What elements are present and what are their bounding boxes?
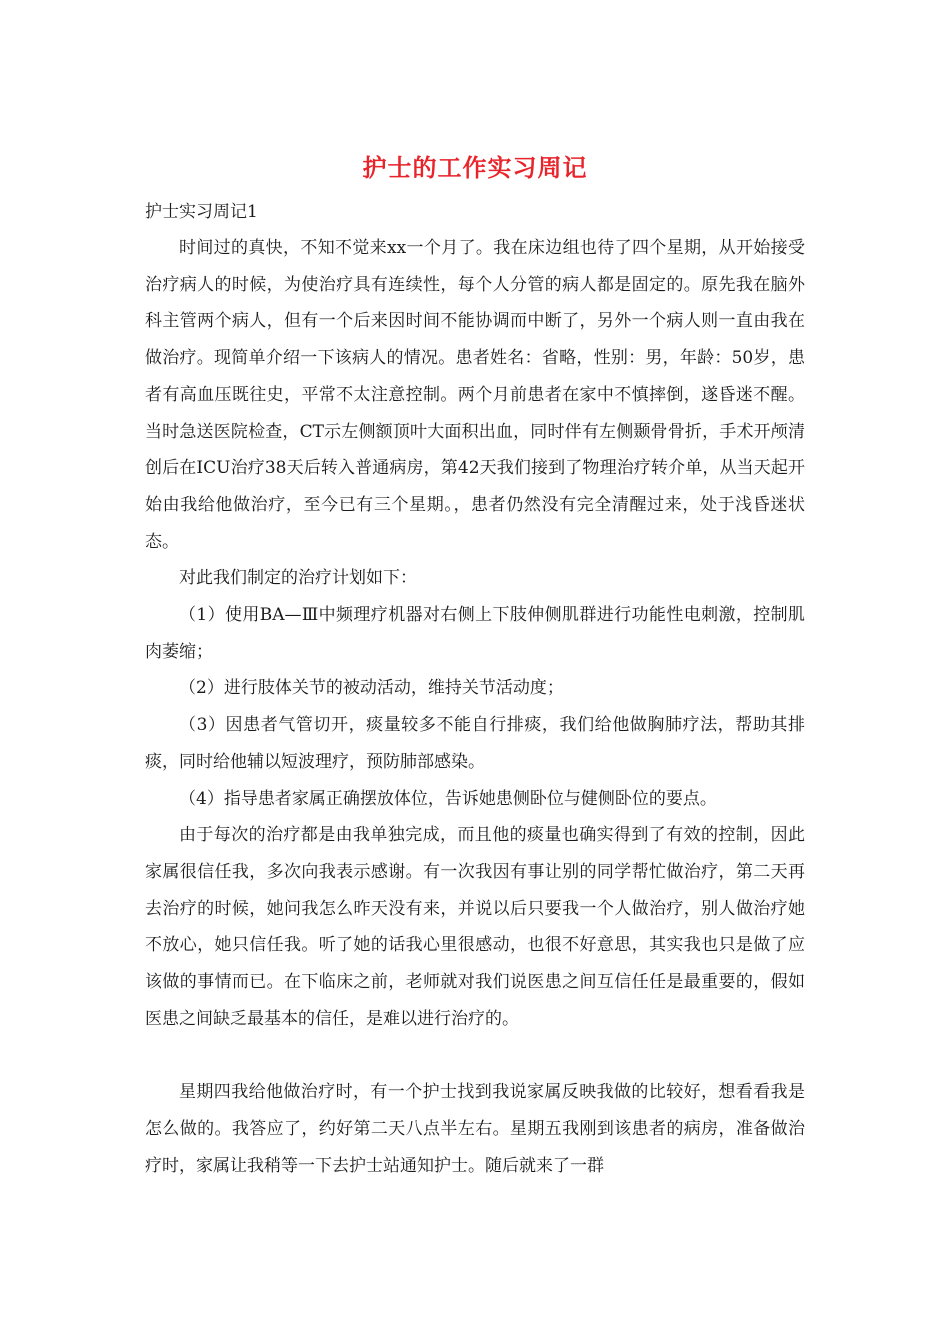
paragraph-plan-item-3: （3）因患者气管切开，痰量较多不能自行排痰，我们给他做胸肺疗法，帮助其排痰，同时给他辅以短波理疗，预防肺部感染。 <box>145 715 805 772</box>
paragraph-thursday: 星期四我给他做治疗时，有一个护士找到我说家属反映我做的比较好，想看看我是怎么做的。我答应了，约好第二天八点半左右。星期五我刚到该患者的病房，准备做治疗时，家属让我稍等一下去护士站通知护士。随后就来了一群 <box>145 1082 805 1176</box>
document-subtitle: 护士实习周记1 <box>145 202 258 222</box>
paragraph-plan-heading: 对此我们制定的治疗计划如下： <box>179 568 417 589</box>
paragraph-intro: 时间过的真快，不知不觉来xx一个月了。我在床边组也待了四个星期，从开始接受治疗病人的时候，为使治疗具有连续性，每个人分管的病人都是固定的。原先我在脑外科主管两个病人，但有一个后来因时间不能协调而中断了，另外一个病人则一直由我在做治疗。现简单介绍一下该病人的情况。患者姓名：省略，性别：男，年龄：50岁，患者有高血压既往史，平常不太注意控制。两个月前患者在家中不慎摔倒，遂昏迷不醒。当时急送医院检查，CT示左侧额顶叶大面积出血，同时伴有左侧颞骨骨折，手术开颅清创后在ICU治疗38天后转入普通病房，第42天我们接到了物理治疗转介单，从当天起开始由我给他做治疗，至今已有三个星期。，患者仍然没有完全清醒过来，处于浅昏迷状态。 <box>145 238 805 552</box>
paragraph-trust: 由于每次的治疗都是由我单独完成，而且他的痰量也确实得到了有效的控制，因此家属很信任我，多次向我表示感谢。有一次我因有事让别的同学帮忙做治疗，第二天再去治疗的时候，她问我怎么昨天没有来，并说以后只要我一个人做治疗，别人做治疗她不放心，她只信任我。听了她的话我心里很感动，也很不好意思，其实我也只是做了应该做的事情而已。在下临床之前，老师就对我们说医患之间互信任任是最重要的，假如医患之间缺乏最基本的信任，是难以进行治疗的。 <box>145 825 805 1029</box>
paragraph-plan-item-2: （2）进行肢体关节的被动活动，维持关节活动度； <box>179 678 564 699</box>
document-title: 护士的工作实习周记 <box>362 153 588 182</box>
paragraph-plan-item-1: （1）使用BA—Ⅲ中频理疗机器对右侧上下肢伸侧肌群进行功能性电刺激，控制肌肉萎缩； <box>145 605 805 662</box>
document-body <box>145 230 805 1184</box>
paragraph-plan-item-4: （4）指导患者家属正确摆放体位，告诉她患侧卧位与健侧卧位的要点。 <box>179 788 717 809</box>
